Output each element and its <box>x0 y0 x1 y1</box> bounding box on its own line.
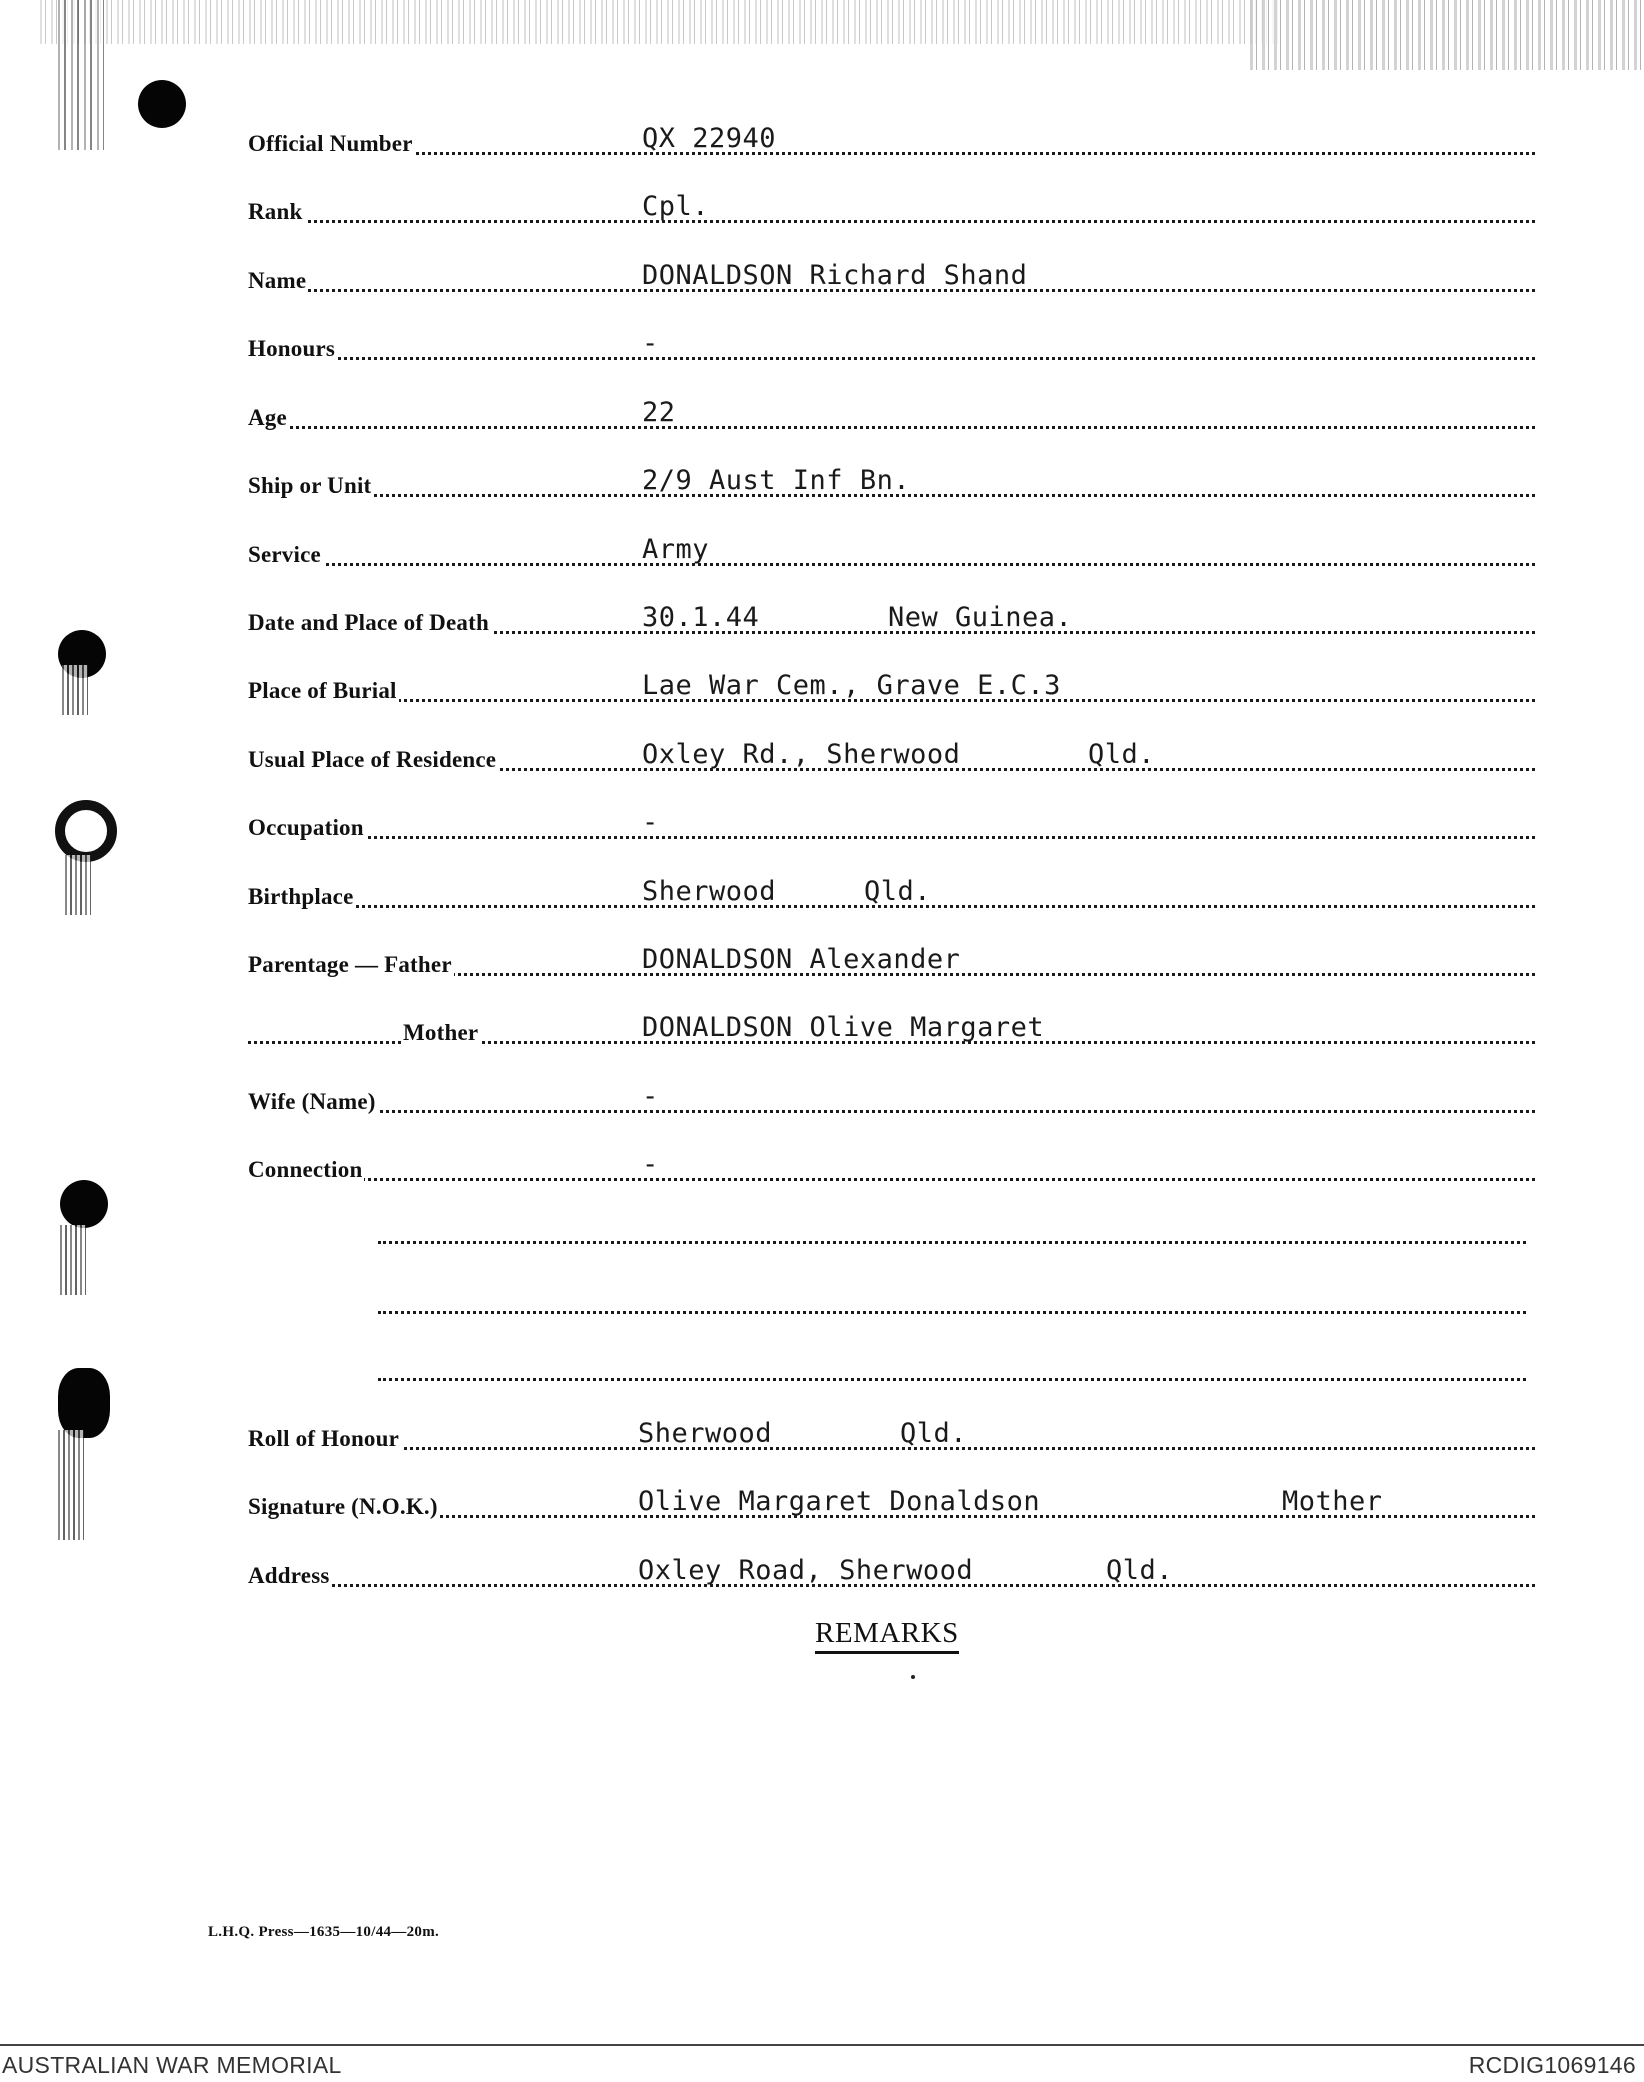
field-label: Ship or Unit <box>248 473 372 498</box>
field-honours <box>248 326 1535 366</box>
field-label: Date and Place of Death <box>248 610 489 635</box>
scan-noise-top <box>40 0 1280 44</box>
field-label: Place of Burial <box>248 678 397 703</box>
blank-dotted-line <box>378 1311 1526 1314</box>
field-value: Lae War Cem., Grave E.C.3 <box>642 670 1061 701</box>
field-label: Honours <box>248 336 336 361</box>
field-label: Parentage — Father <box>248 952 452 977</box>
field-label: Rank <box>248 199 303 224</box>
scan-noise-streak <box>62 665 88 715</box>
field-wife-name <box>248 1079 1535 1119</box>
field-rank <box>248 189 1535 229</box>
field-parentage-father <box>248 942 1535 982</box>
scan-noise-top-right <box>1250 0 1644 70</box>
field-value-secondary: Qld. <box>900 1418 968 1449</box>
field-label: Name <box>248 268 307 293</box>
footer-institution: AUSTRALIAN WAR MEMORIAL <box>2 2052 342 2078</box>
field-label: Birthplace <box>248 884 354 909</box>
printer-imprint: L.H.Q. Press—1635—10/44—20m. <box>208 1924 440 1940</box>
blank-dotted-line <box>378 1378 1526 1381</box>
field-label: Roll of Honour <box>248 1426 400 1451</box>
field-value: 22 <box>642 397 676 428</box>
field-usual-residence <box>248 737 1535 777</box>
field-label: Occupation <box>248 815 364 840</box>
field-value: Oxley Rd., Sherwood <box>642 739 961 770</box>
stray-mark <box>911 1675 915 1679</box>
field-label: Signature (N.O.K.) <box>248 1494 438 1519</box>
field-service <box>248 532 1535 572</box>
field-occupation <box>248 805 1535 845</box>
field-value: DONALDSON Alexander <box>642 944 961 975</box>
field-roll-of-honour <box>248 1416 1535 1456</box>
punch-hole <box>60 1180 108 1228</box>
field-value: 2/9 Aust Inf Bn. <box>642 465 911 496</box>
footer-divider <box>0 2044 1644 2046</box>
field-value-secondary: Qld. <box>864 876 932 907</box>
field-value: QX 22940 <box>642 123 777 154</box>
blank-dotted-line <box>378 1241 1526 1244</box>
field-birthplace <box>248 874 1535 914</box>
field-signature-nok <box>248 1484 1535 1524</box>
field-connection <box>248 1147 1535 1187</box>
field-value-secondary: Mother <box>1282 1486 1383 1517</box>
field-value: DONALDSON Olive Margaret <box>642 1012 1045 1043</box>
field-name <box>248 258 1535 298</box>
field-value: Army <box>642 534 710 565</box>
field-value: - <box>642 1149 659 1180</box>
field-parentage-mother <box>248 1010 1535 1050</box>
field-ship-or-unit <box>248 463 1535 503</box>
scan-noise-streak <box>58 1430 84 1540</box>
scan-noise-streak <box>65 855 91 915</box>
field-label: Service <box>248 542 321 567</box>
remarks-heading: REMARKS <box>815 1617 959 1654</box>
field-value: - <box>642 328 659 359</box>
field-value: 30.1.44 <box>642 602 760 633</box>
field-label: Address <box>248 1563 330 1588</box>
field-value: Oxley Road, Sherwood <box>638 1555 974 1586</box>
field-label: Official Number <box>248 131 413 156</box>
field-label: Usual Place of Residence <box>248 747 497 772</box>
field-value: Sherwood <box>642 876 777 907</box>
field-place-of-burial <box>248 668 1535 708</box>
field-date-place-death <box>248 600 1535 640</box>
field-value: DONALDSON Richard Shand <box>642 260 1028 291</box>
field-label: Connection <box>248 1157 363 1182</box>
scan-noise-streak <box>60 1225 86 1295</box>
field-value-secondary: New Guinea. <box>888 602 1073 633</box>
field-age <box>248 395 1535 435</box>
punch-hole <box>138 80 186 128</box>
punch-hole-ring <box>55 800 117 862</box>
field-value: - <box>642 807 659 838</box>
punch-hole-torn <box>58 1368 110 1438</box>
field-value: Olive Margaret Donaldson <box>638 1486 1041 1517</box>
field-label: Age <box>248 405 287 430</box>
field-official-number <box>248 121 1535 161</box>
field-value: - <box>642 1081 659 1112</box>
field-label: Mother <box>403 1020 479 1045</box>
field-label: Wife (Name) <box>248 1089 376 1114</box>
scan-noise-left-edge <box>58 0 104 150</box>
footer-record-id: RCDIG1069146 <box>1468 2052 1636 2078</box>
field-value-secondary: Qld. <box>1088 739 1156 770</box>
field-value-secondary: Qld. <box>1106 1555 1174 1586</box>
field-value: Cpl. <box>642 191 710 222</box>
field-address <box>248 1553 1535 1593</box>
field-value: Sherwood <box>638 1418 773 1449</box>
